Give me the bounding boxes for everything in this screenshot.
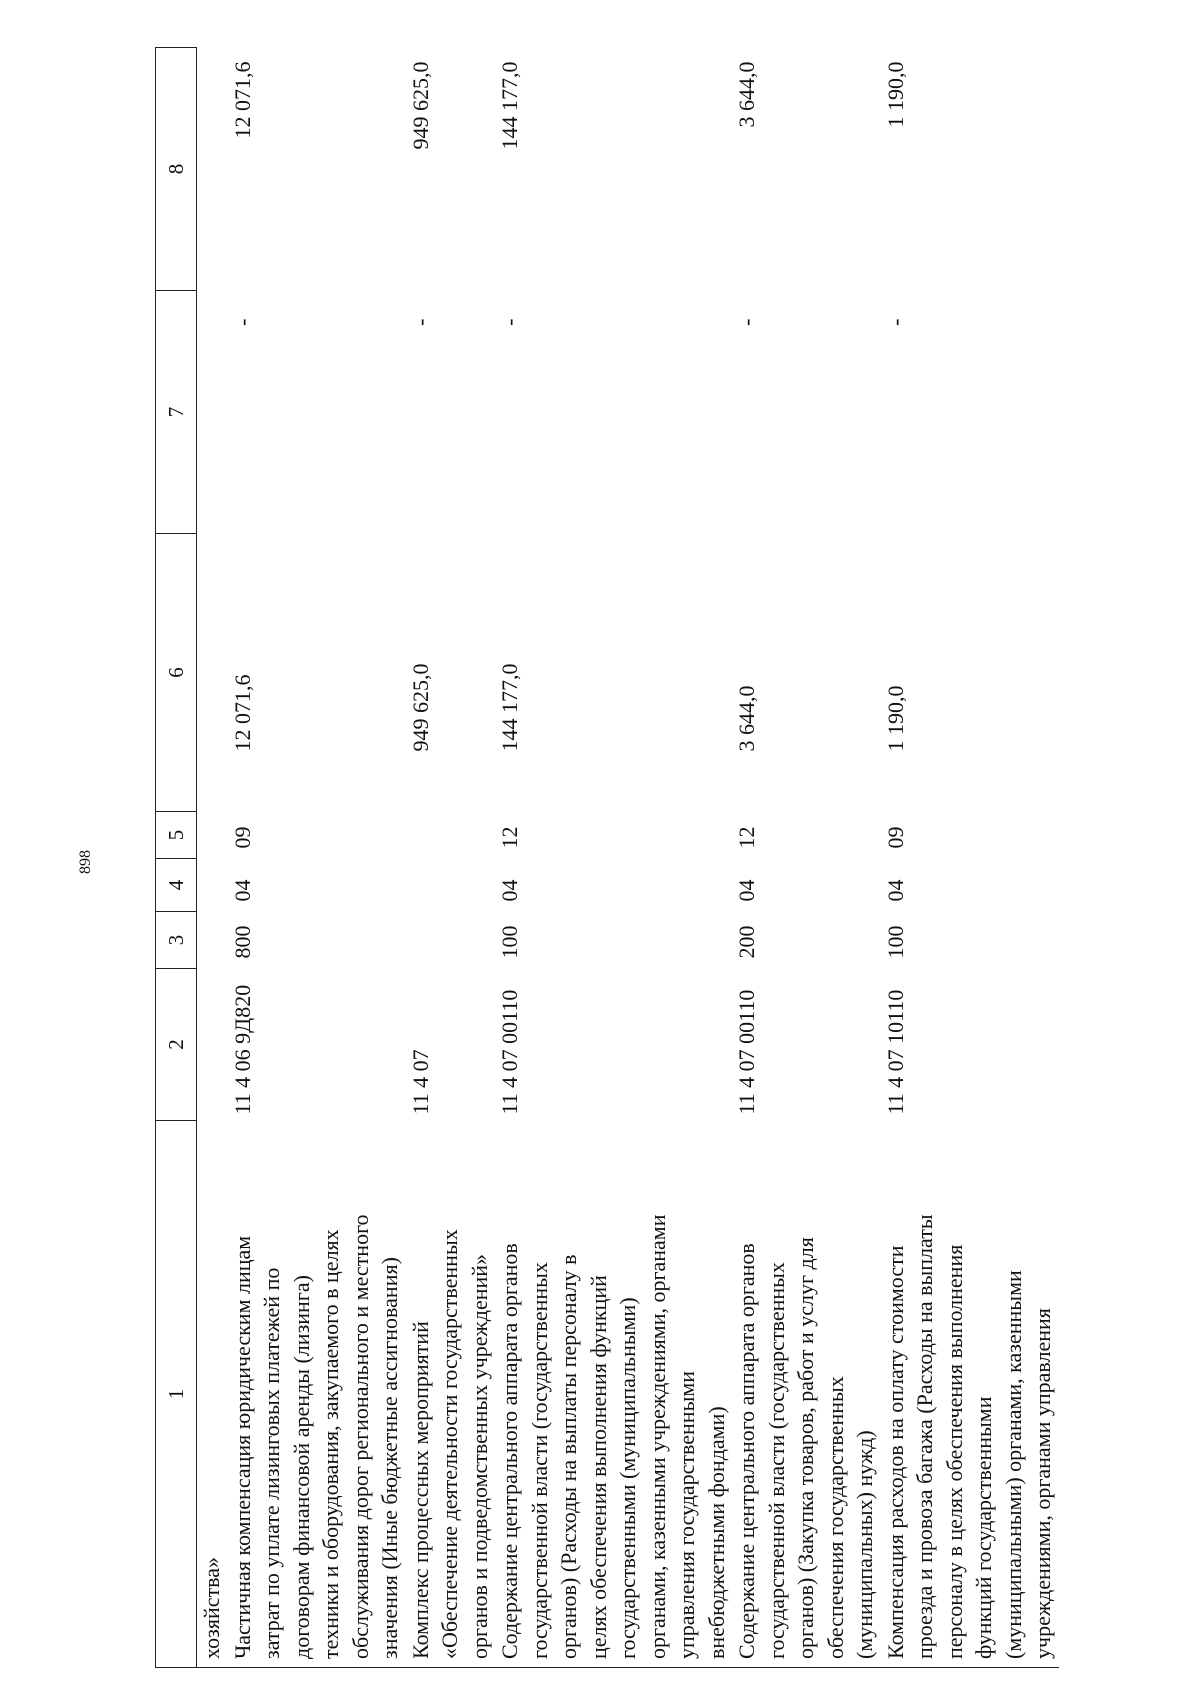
description-line: персоналу в целях обеспечения выполнения [941, 1244, 967, 1659]
amount-col6-cell: 949 625,0 [407, 663, 433, 752]
amount-col7-cell [197, 291, 228, 534]
table-row [406, 48, 496, 1668]
amount-col6-cell [197, 534, 228, 812]
description-line: значения (Иные бюджетные ассигнования) [377, 1257, 402, 1659]
column-header-7: 7 [156, 291, 197, 534]
description-line: Комплекс процессных мероприятий [407, 1321, 433, 1659]
expense-type-cell: 100 [882, 925, 908, 959]
description-line: договорам финансовой аренды (лизинга) [288, 1275, 314, 1659]
subsection-cell [406, 812, 496, 859]
description-line: органами, казенными учреждениями, органами [644, 1214, 670, 1659]
expense-type-cell: 200 [734, 925, 759, 959]
table-body [197, 48, 1059, 1668]
description-line: целях обеспечения выполнения функций [585, 1275, 611, 1659]
table-row [228, 48, 406, 1668]
description-line: управления государственными [674, 1370, 699, 1659]
table-row [197, 48, 228, 1668]
row-description [406, 1121, 496, 1668]
description-line: техники и оборудования, закупаемого в целях [318, 1229, 343, 1659]
column-header-6: 6 [156, 534, 197, 812]
description-line: государственной власти (государственных [763, 1262, 789, 1659]
program-code-cell [197, 969, 228, 1121]
expense-type-cell: 800 [229, 925, 255, 959]
description-line: затрат по уплате лизинговых платежей по [259, 1267, 284, 1659]
rotated-table-sheet [155, 48, 1155, 1668]
description-line: государственными (муниципальными) [615, 1297, 640, 1659]
description-line: органов) (Расходы на выплаты персоналу в [556, 1254, 581, 1659]
row-description [495, 1121, 732, 1668]
amount-col8-cell: 949 625,0 [407, 61, 433, 150]
page-number: 898 [77, 850, 94, 874]
section-cell [406, 859, 496, 912]
budget-table [155, 47, 1059, 1668]
amount-col7-cell: - [229, 318, 255, 326]
program-code-cell: 11 4 07 00110 [734, 989, 759, 1115]
column-header-5: 5 [156, 812, 197, 859]
amount-col8-cell: 144 177,0 [497, 61, 522, 150]
description-line: органов и подведомственных учреждений» [466, 1253, 492, 1659]
program-code-cell: 11 4 07 [407, 1049, 433, 1115]
subsection-cell [197, 812, 228, 859]
description-line: государственной власти (государственных [526, 1262, 552, 1659]
amount-col6-cell: 12 071,6 [229, 674, 255, 752]
amount-col8-cell: 3 644,0 [734, 61, 759, 128]
amount-col7-cell: - [407, 318, 433, 326]
amount-col7-cell: - [882, 318, 908, 326]
row-description [228, 1121, 406, 1668]
amount-col7-cell: - [497, 318, 522, 326]
subsection-cell: 09 [229, 826, 255, 849]
description-line: учреждениями, органами управления [1030, 1308, 1055, 1659]
subsection-cell: 09 [882, 826, 908, 849]
section-cell [197, 859, 228, 912]
program-code-cell: 11 4 07 00110 [497, 989, 522, 1115]
table-row [732, 48, 881, 1668]
description-line: обслуживания дорог регионального и местного [347, 1214, 373, 1659]
expense-type-cell: 100 [497, 925, 522, 959]
section-cell: 04 [882, 879, 908, 902]
amount-col7-cell: - [734, 318, 759, 326]
amount-col6-cell: 3 644,0 [734, 685, 759, 752]
amount-col8-cell: 12 071,6 [229, 61, 255, 139]
description-line: (муниципальных) нужд) [852, 1430, 877, 1659]
description-line: Компенсация расходов на оплату стоимости [882, 1245, 908, 1659]
section-cell: 04 [497, 879, 522, 902]
table-row [495, 48, 732, 1668]
program-code-cell: 11 4 07 10110 [882, 989, 908, 1115]
amount-col6-cell: 1 190,0 [882, 685, 908, 752]
column-header-8: 8 [156, 48, 197, 291]
amount-col6-cell: 144 177,0 [497, 663, 522, 752]
expense-type-cell [406, 912, 496, 969]
expense-type-cell [197, 912, 228, 969]
description-line: функций государственными [971, 1396, 996, 1659]
table-row [881, 48, 1059, 1668]
header-row [156, 48, 197, 1668]
description-line: внебюджетными фондами) [703, 1406, 729, 1659]
column-header-4: 4 [156, 859, 197, 912]
description-line: органов) (Закупка товаров, работ и услуг для [793, 1237, 818, 1659]
subsection-cell: 12 [734, 826, 759, 849]
amount-col8-cell [197, 48, 228, 291]
section-cell: 04 [734, 879, 759, 902]
description-line: проезда и провоза багажа (Расходы на выплаты [912, 1214, 937, 1659]
description-line: «Обеспечение деятельности государственных [437, 1229, 462, 1659]
column-header-2: 2 [156, 969, 197, 1121]
table-header [156, 48, 197, 1668]
description-line: Содержание центрального аппарата органов [734, 1243, 759, 1659]
row-description [732, 1121, 881, 1668]
row-description [197, 1121, 228, 1668]
section-cell: 04 [229, 879, 255, 902]
description-line: Содержание центрального аппарата органов [497, 1243, 522, 1659]
description-line: хозяйства» [199, 1557, 224, 1659]
description-line: Частичная компенсация юридическим лицам [229, 1235, 255, 1659]
program-code-cell: 11 4 06 9Д820 [229, 984, 255, 1115]
subsection-cell: 12 [497, 826, 522, 849]
description-line: (муниципальными) органами, казенными [1000, 1270, 1026, 1659]
column-header-3: 3 [156, 912, 197, 969]
amount-col8-cell: 1 190,0 [882, 61, 908, 128]
row-description [881, 1121, 1059, 1668]
description-line: обеспечения государственных [822, 1376, 848, 1659]
column-header-1: 1 [156, 1121, 197, 1668]
